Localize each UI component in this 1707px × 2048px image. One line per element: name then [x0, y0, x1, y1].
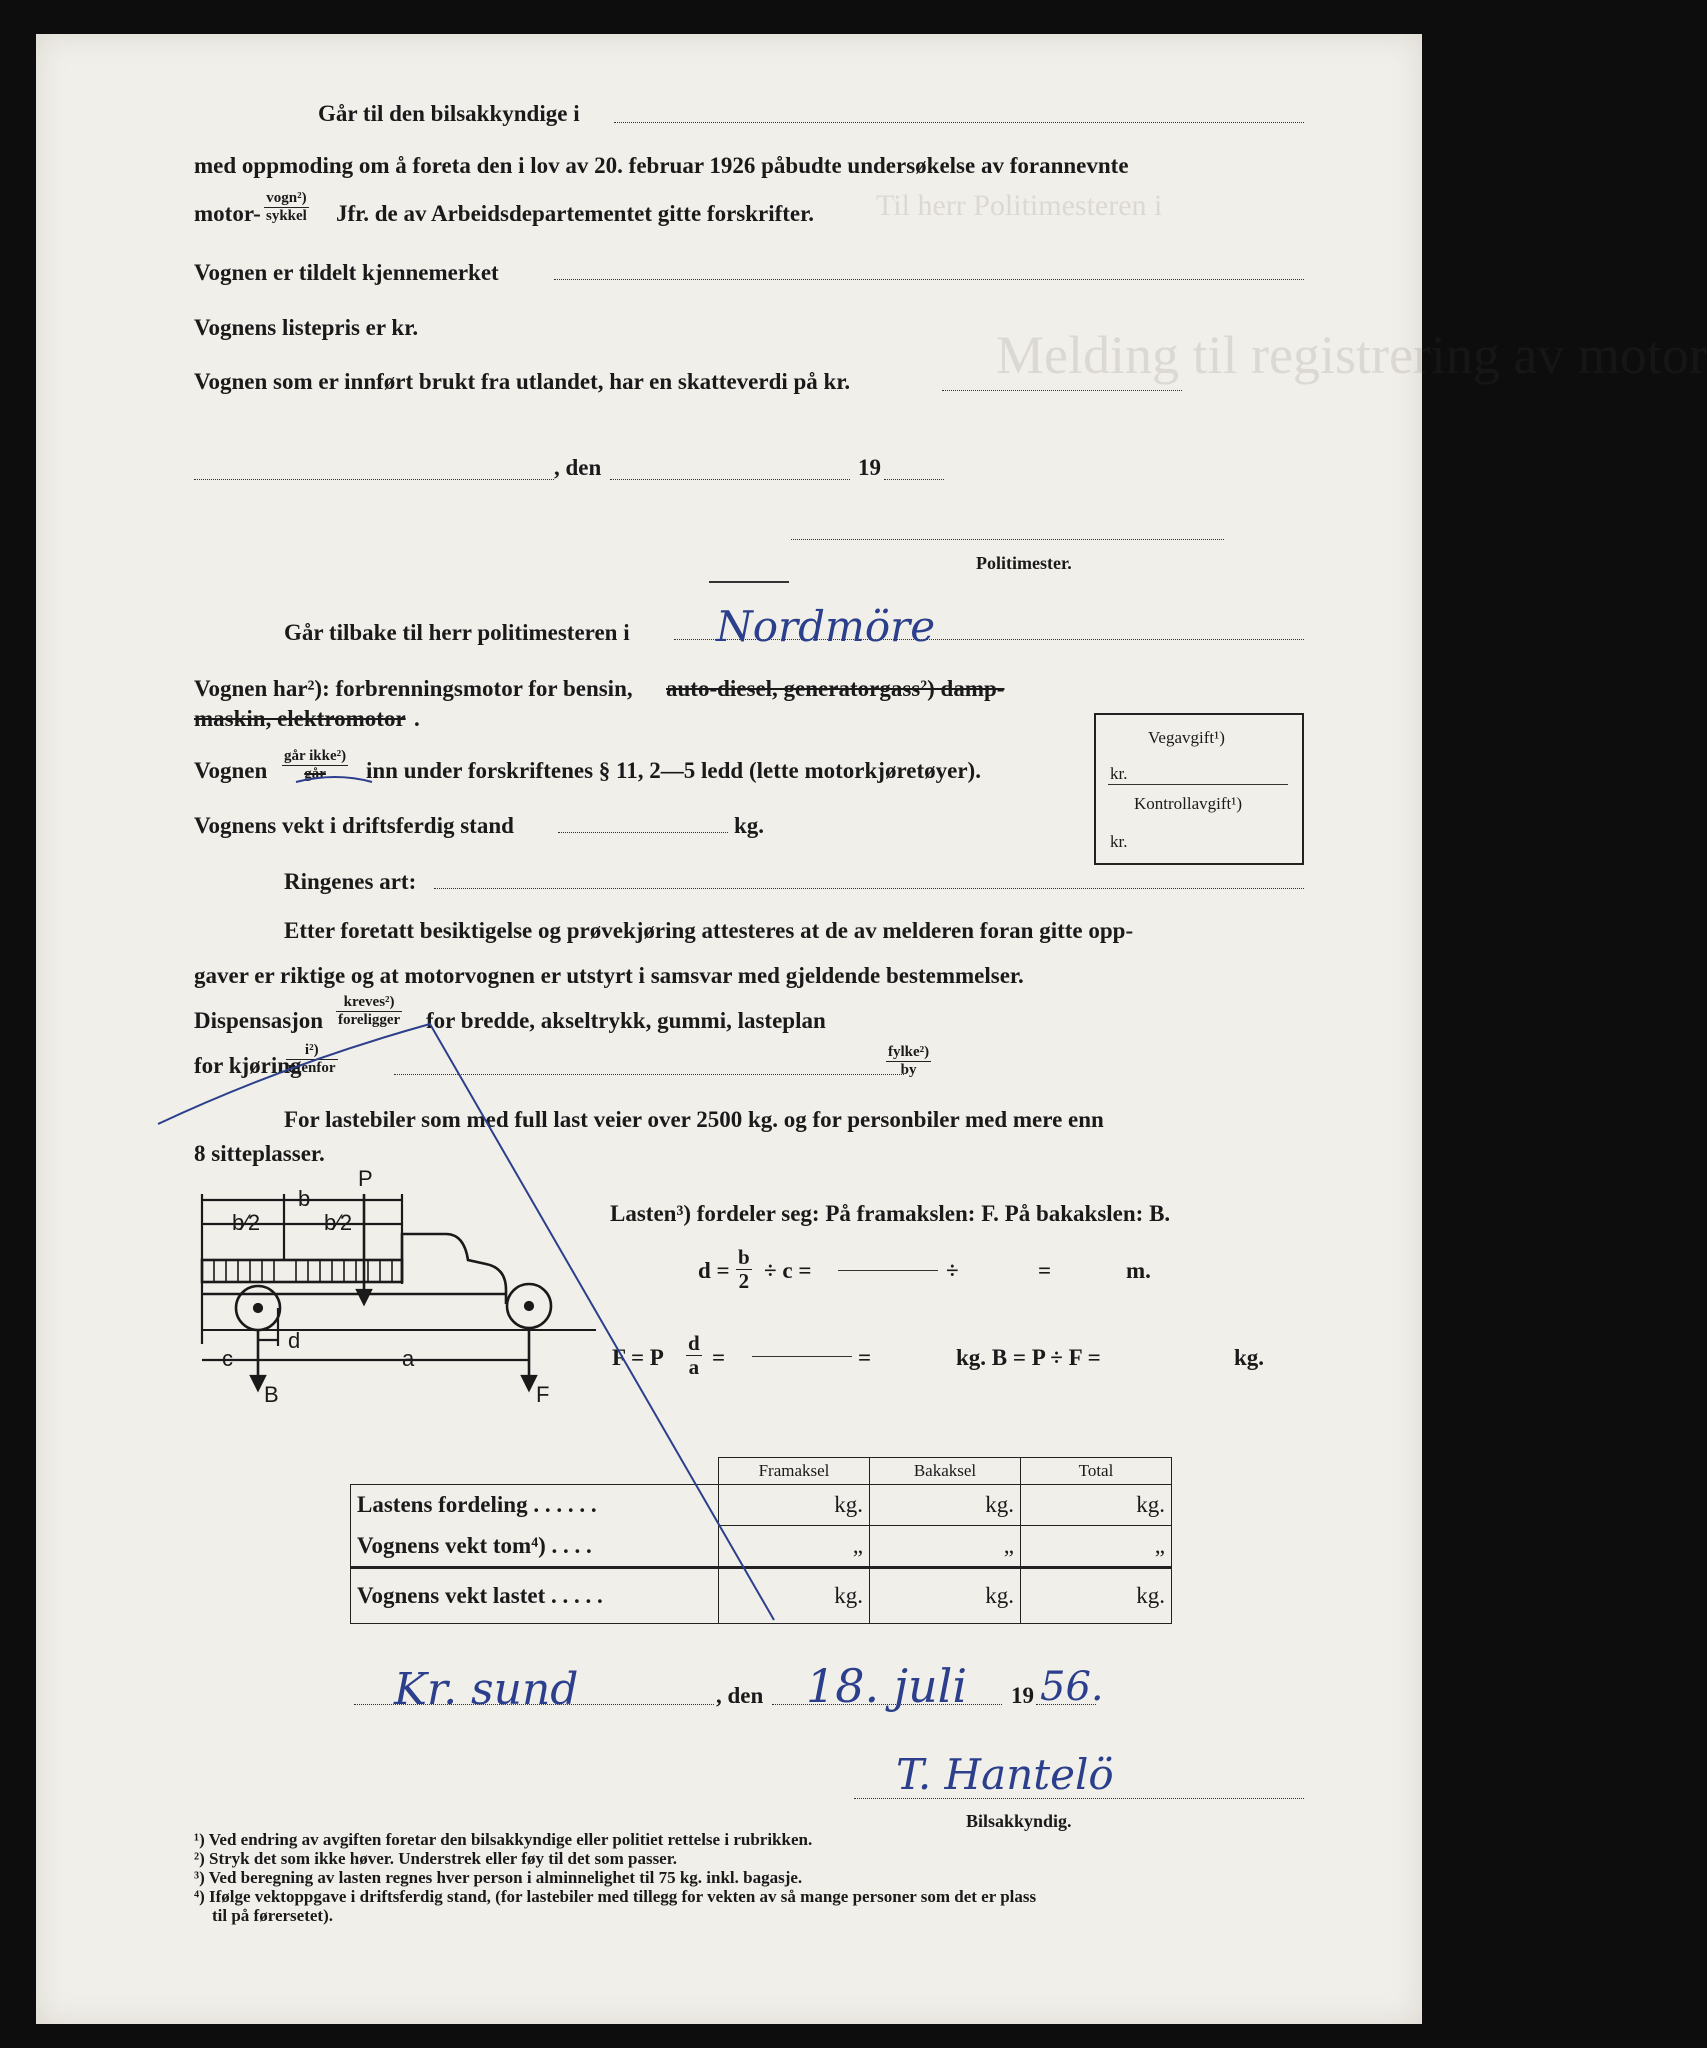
table-header: Total	[1021, 1458, 1172, 1485]
bredde-text: for bredde, akseltrykk, gummi, lasteplan	[426, 1008, 826, 1033]
d-eq: d =	[698, 1258, 730, 1283]
bleed-through-title: Melding til registrering av motor	[996, 325, 1707, 385]
bilsakkyndig-label: Bilsakkyndig.	[966, 1811, 1072, 1831]
vegavgift-kr: kr.	[1110, 764, 1128, 783]
frac-kreves: kreves²)	[336, 994, 402, 1012]
jfr-text: Jfr. de av Arbeidsdepartementet gitte forskrifter.	[336, 201, 814, 226]
diagram-B: B	[264, 1382, 279, 1407]
frac-fylke: fylke²)	[888, 1044, 930, 1060]
auto-diesel-struck: auto-diesel, generatorgass²) damp-	[666, 676, 1005, 701]
table-cell[interactable]: kg.	[1021, 1485, 1172, 1526]
dispensasjon-label: Dispensasjon	[194, 1008, 324, 1033]
etter-line-2: gaver er riktige og at motorvognen er utstyrt i samsvar med gjeldende bestemmelser.	[194, 963, 1024, 988]
F-eq3: =	[858, 1345, 872, 1370]
table-cell[interactable]: „	[870, 1526, 1021, 1568]
signature-den-label: , den	[716, 1683, 764, 1708]
diagram-a: a	[402, 1346, 415, 1371]
kjennemerket-label: Vognen er tildelt kjennemerket	[194, 260, 499, 285]
frac-2: 2	[738, 1269, 750, 1294]
lastebiler-line-1: For lastebiler som med full last veier over 2500 kg. og for personbiler med mere enn	[284, 1107, 1104, 1132]
row-label: Vognens vekt lastet . . . . .	[351, 1568, 719, 1624]
table-header: Framaksel	[719, 1458, 870, 1485]
frac-i: i²)	[286, 1042, 338, 1060]
footnote-2: ²) Stryk det som ikke høver. Understrek eller føy til det som passer.	[194, 1849, 677, 1868]
year-19-label: 19	[858, 455, 881, 480]
gaar-tilbake-label: Går tilbake til herr politimesteren i	[284, 620, 630, 645]
handwritten-place: Kr. sund	[394, 1664, 579, 1715]
frac-b: b	[738, 1245, 750, 1269]
table-cell[interactable]: kg.	[870, 1568, 1021, 1624]
frac-gaar-ikke: går ikke²)	[284, 748, 347, 764]
maskin-period: .	[414, 706, 420, 731]
table-cell[interactable]: kg.	[719, 1485, 870, 1526]
footnote-1: ¹) Ved endring av avgiften foretar den bilsakkyndige eller politiet rettelse i rubrikken.	[194, 1830, 813, 1849]
vognen-har-label: Vognen har²): forbrenningsmotor for bensin,	[194, 676, 633, 701]
etter-line-1: Etter foretatt besiktigelse og prøvekjøring attesteres at de av melderen foran gitte opp-	[284, 918, 1134, 943]
kg-B-eq: kg. B = P ÷ F =	[956, 1345, 1101, 1370]
handwritten-signature: T. Hantelö	[896, 1750, 1114, 1799]
divide-sign: ÷	[946, 1258, 959, 1283]
handwritten-year: 56.	[1040, 1664, 1104, 1710]
minus-c: ÷ c =	[764, 1258, 812, 1283]
diagram-c: c	[222, 1346, 233, 1371]
table-cell[interactable]: „	[719, 1526, 870, 1568]
signature-year-prefix: 19	[1011, 1683, 1034, 1708]
diagram-d: d	[288, 1328, 301, 1353]
d-equals: =	[1038, 1258, 1052, 1283]
frac-d: d	[688, 1331, 700, 1355]
footnote-4-cont: til på førersetet).	[212, 1906, 333, 1925]
politimester-label: Politimester.	[976, 553, 1072, 573]
frac-vogn: vogn²)	[264, 190, 309, 208]
oppmoding-text: med oppmoding om å foreta den i lov av 20. februar 1926 påbudte undersøkelse av forannevnte	[194, 153, 1129, 178]
den-label: , den	[554, 455, 602, 480]
table-cell[interactable]: „	[1021, 1526, 1172, 1568]
frac-by: by	[900, 1061, 917, 1078]
for-kjoring-label: for kjøring	[194, 1053, 302, 1078]
F-eq2: =	[712, 1345, 726, 1370]
frac-sykkel: sykkel	[266, 207, 307, 224]
row-label: Lastens fordeling . . . . . .	[351, 1485, 719, 1526]
diagram-b2-right: b⁄2	[324, 1210, 353, 1235]
vognen-label: Vognen	[194, 758, 268, 783]
gaar-til-label: Går til den bilsakkyndige i	[318, 101, 580, 126]
table-cell[interactable]: kg.	[870, 1485, 1021, 1526]
frac-utenfor: utenfor	[288, 1059, 336, 1076]
frac-foreligger: foreligger	[338, 1011, 401, 1028]
listepris-label: Vognens listepris er kr.	[194, 315, 419, 340]
vegavgift-label: Vegavgift¹)	[1148, 728, 1225, 747]
bleed-through-header: Til herr Politimesteren i	[876, 189, 1163, 222]
diagram-F: F	[536, 1382, 550, 1407]
handwritten-nordmore: Nordmöre	[716, 602, 936, 651]
diagram-b: b	[298, 1186, 311, 1211]
lasten-text: Lasten³) fordeler seg: På framakslen: F. På bakakslen: B.	[610, 1201, 1171, 1226]
form-page	[36, 34, 1707, 2024]
diagram-P: P	[358, 1166, 373, 1191]
forskrift-text: inn under forskriftenes § 11, 2—5 ledd (lette motorkjøretøyer).	[366, 758, 981, 783]
frac-a: a	[688, 1355, 700, 1380]
ringenes-label: Ringenes art:	[284, 869, 417, 894]
kontroll-kr: kr.	[1110, 832, 1128, 851]
footnote-4: ⁴) Ifølge vektoppgave i driftsferdig stand, (for lastebiler med tillegg for vekten av så mange personer som det er plass	[194, 1887, 1037, 1906]
vekt-kg: kg.	[734, 813, 765, 838]
footnote-3: ³) Ved beregning av lasten regnes hver person i alminnelighet til 75 kg. inkl. bagasje.	[194, 1868, 803, 1887]
F-eq: F = P	[612, 1345, 664, 1370]
pen-check-stroke	[36, 34, 1422, 2024]
table-cell[interactable]: kg.	[1021, 1568, 1172, 1624]
vekt-label: Vognens vekt i driftsferdig stand	[194, 813, 514, 838]
diagram-b2-left: b⁄2	[232, 1210, 261, 1235]
kg-end: kg.	[1234, 1345, 1265, 1370]
lastebiler-line-2: 8 sitteplasser.	[194, 1141, 325, 1166]
kontroll-label: Kontrollavgift¹)	[1134, 794, 1243, 813]
handwritten-date: 18. juli	[806, 1659, 968, 1713]
maskin-struck: maskin, elektromotor	[194, 706, 406, 731]
skatteverdi-label: Vognen som er innført brukt fra utlandet, har en skatteverdi på kr.	[194, 369, 851, 394]
frac-gaar: går	[304, 765, 326, 782]
table-cell[interactable]: kg.	[719, 1568, 870, 1624]
motor-prefix: motor-	[194, 201, 261, 226]
m-unit: m.	[1126, 1258, 1151, 1283]
table-header: Bakaksel	[870, 1458, 1021, 1485]
row-label: Vognens vekt tom⁴) . . . .	[351, 1526, 719, 1568]
